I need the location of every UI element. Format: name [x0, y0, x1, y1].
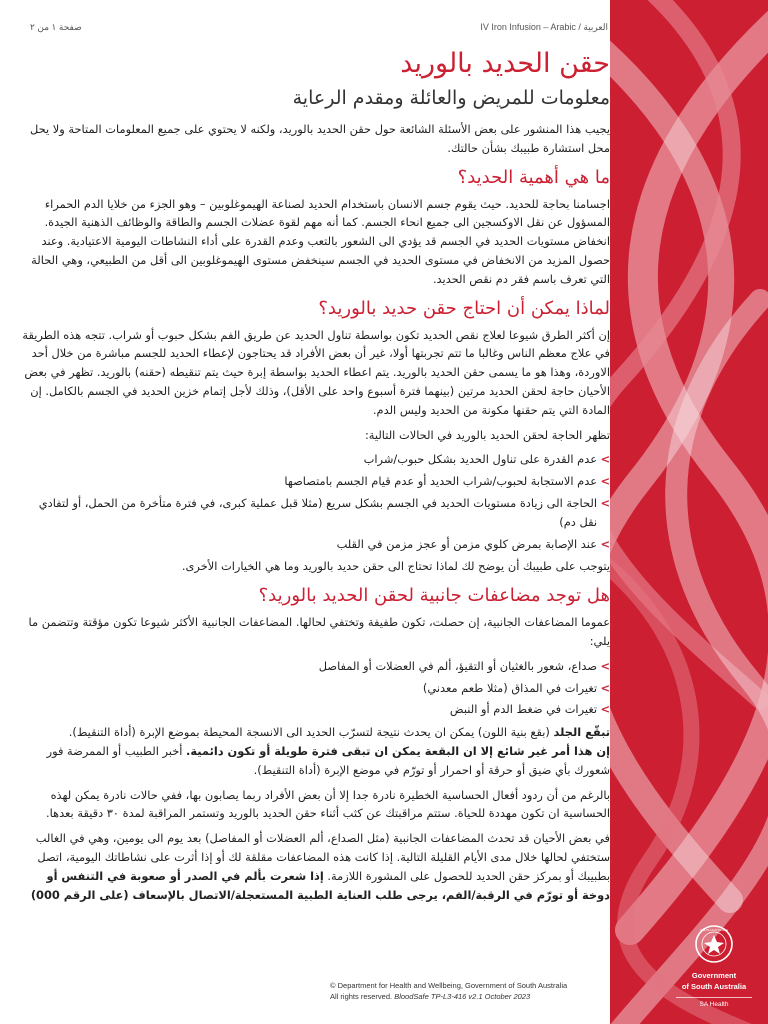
list-item: > الحاجة الى زيادة مستويات الحديد في الجسم بشكل سريع (مثلا قبل عملية كبرى، في فترة متأخرة من الحمل، أو لتفادي نقل دم) — [38, 495, 610, 529]
government-logo — [676, 924, 752, 1008]
copyright-line: © Department for Health and Wellbeing, Government of South Australia — [330, 981, 568, 990]
section-body-iron-importance: اجسامنا بحاجة للحديد. حيث يقوم جسم الانسان باستخدام الحديد لصناعة الهيموغلوبين – وهو الجزء من خلايا الدم الحمراء المسؤول عن نقل الاوكسجين الى جميع انحاء الجسم. كما أنه مهم لقوة عضلات الجسم والطاقة والوظائف الذهنية الجيدة. انخفاض مستويات الحديد في الجسم قد يؤدي الى الشعور بالتعب وعدم القدرة على أداء النشاطات اليومية الاعتيادية. وعند حصول المزيد من الانخفاض في مستوى الحديد في الجسم سينخفض مستوى الهيموغلوبين الى أقل من الطبيعي، وهي الحالة التي تعرف باسم فقر دم نقص الحديد. — [31, 196, 610, 286]
section-body-why-infusion: إن أكثر الطرق شيوعا لعلاج نقص الحديد تكون بواسطة تناول الحديد عن طريق الفم بشكل حبوب أو شراب. تتجه هذه الطريقة في علاج معظم الناس وغالبا ما تتم تجربتها أولا، غير أن بعض الأفراد قد يحتاجون لإعطاء الحديد للجسم مباشرة من خلال أحد الاوردة، وهذا هو ما يسمى حقن الحديد بالوريد. يتم اعطاء الحديد بواسطة إبرة حيث يتم تنقيطه (حقنه) بالوريد. تظهر في بعض الأحيان حاجة لحقن الحديد مرتين (بينهما فترة أسبوع واحد على الأقل)، وذلك لأجل إتمام خزين الحديد في الجسم بالكامل. إن المادة التي يتم حقنها مكونة من الحديد وليس الدم. — [22, 327, 610, 417]
page-header — [30, 22, 608, 38]
page-title: حقن الحديد بالوريد — [400, 48, 610, 79]
side-effects-list — [20, 657, 610, 719]
delayed-effects-paragraph: في بعض الأحيان قد تحدث المضاعفات الجانبية (مثل الصداع، ألم العضلات أو المفاصل) بعد يوم الى يومين، وهي في الغالب ستختفي لحالها خلال مدى الأيام القليلة التالية. إذا كانت هذه المضاعفات مقلقة لك أو إذا أثرت على نشاطاتك اليومية، اتصل بطبيبك أو بمركز حقن الحديد للحصول على المشورة اللازمة. إذا شعرت بألم في الصدر أو صعوبة في التنفس أو دوخة أو تورّم في الرقبة/الفم، يرجى طلب العناية الطبية المستعجلة/الاتصال بالإسعاف (على الرقم 000) — [30, 831, 610, 902]
bullet-arrow-icon: > — [600, 452, 610, 467]
list-item: > عدم القدرة على تناول الحديد بشكل حبوب/شراب — [20, 450, 610, 469]
section-heading-iron-importance: ما هي أهمية الحديد؟ — [457, 166, 610, 188]
bullet-arrow-icon: > — [600, 702, 610, 717]
logo-line-south-australia: of South Australia — [681, 982, 747, 991]
intro-paragraph: يجيب هذا المنشور على بعض الأسئلة الشائعة حول حقن الحديد بالوريد، ولكنه لا يحتوي على جميع المعلومات المتاحة ولا يحل محل استشارة طبيبك بشأن حالتك. — [30, 122, 610, 155]
bullet-arrow-icon: > — [600, 474, 610, 489]
document-reference: All rights reserved. BloodSafe TP-L3-416 v2.1 October 2023 — [330, 992, 531, 1001]
list-intro: تظهر الحاجة لحقن الحديد بالوريد في الحالات التالية: — [364, 427, 610, 442]
page-subtitle: معلومات للمريض والعائلة ومقدم الرعاية — [292, 87, 610, 109]
allergy-paragraph: بالرغم من أن ردود أفعال الحساسية الخطيرة نادرة جدا إلا أن بعض الأفراد ربما يصابون بها، ففي حالات نادرة يمكن لهذه الحساسية ان تكون مهددة للحياة. ستتم مراقبتك عن كثب أثناء حقن الحديد بالوريد وتستمر المراقبة لمدة ٣٠ دقيقة بعدها. — [45, 787, 610, 821]
main-content — [20, 44, 610, 910]
emergency-warning-bold: إذا شعرت بألم في الصدر أو صعوبة في التنفس أو دوخة أو تورّم في الرقبة/الفم، يرجى طلب العناية الطبية المستعجلة/الاتصال بالإسعاف (على الرقم 000) — [30, 868, 610, 902]
closing-paragraph: يتوجب على طبيبك أن يوضح لك لماذا تحتاج الى حقن حديد بالوريد وما هي الخيارات الأخرى. — [181, 559, 610, 574]
bullet-arrow-icon: > — [600, 680, 610, 695]
list-item: > تغيرات في المذاق (مثلا طعم معدني) — [20, 679, 610, 698]
logo-line-government: Government — [691, 971, 737, 980]
page-number: صفحة ١ من ٢ — [30, 22, 82, 32]
sa-crest-icon — [694, 924, 734, 964]
bullet-arrow-icon: > — [600, 536, 610, 551]
ribbon-pattern-icon — [610, 0, 768, 1024]
permanent-warning-bold: إن هذا أمر غير شائع إلا ان البقعة يمكن ان تبقى فترة طويلة أو تكون دائمية. — [186, 743, 610, 758]
section-body-side-effects: عموما المضاعفات الجانبية، إن حصلت، تكون طفيفة وتختفي لحالها. المضاعفات الجانبية الأكثر شيوعا تكون مؤقتة وتتضمن ما يلي: — [28, 615, 610, 648]
bullet-arrow-icon: > — [600, 495, 610, 510]
list-item: > عند الإصابة بمرض كلوي مزمن أو عجز مزمن في القلب — [20, 535, 610, 554]
bullet-arrow-icon: > — [600, 658, 610, 673]
decorative-sidebar — [610, 0, 768, 1024]
list-item: > عدم الاستجابة لحبوب/شراب الحديد أو عدم قيام الجسم بامتصاصها — [20, 472, 610, 491]
list-item: > صداع، شعور بالغثيان أو التقيؤ، ألم في العضلات أو المفاصل — [20, 657, 610, 676]
skin-staining-paragraph: تبقّع الجلد (بقع بنية اللون) يمكن ان يحدث نتيجة لتسرّب الحديد الى الانسجة المحيطة بموضع الإبرة (أداة التنقيط). إن هذا أمر غير شائع إلا ان البقعة يمكن ان تبقى فترة طويلة أو تكون دائمية. أخبر الطبيب أو الممرضة فور شعورك بأي ضيق أو حرقة أو احمرار أو تورّم في موضع الإبرة (أداة التنقيط). — [46, 725, 610, 777]
crest-text: SOUTH AUSTRALIA — [700, 928, 728, 932]
skin-staining-bold: تبقّع الجلد — [553, 725, 610, 740]
document-label: IV Iron Infusion – Arabic / العربية — [480, 22, 608, 32]
section-heading-why-infusion: لماذا يمكن أن احتاج حقن حديد بالوريد؟ — [318, 297, 610, 319]
logo-line-sa-health: SA Health — [676, 997, 752, 1008]
list-item: > تغيرات في ضغط الدم أو النبض — [20, 700, 610, 719]
reasons-list — [20, 450, 610, 553]
footer — [330, 980, 605, 1002]
section-heading-side-effects: هل توجد مضاعفات جانبية لحقن الحديد بالوريد؟ — [258, 585, 610, 607]
